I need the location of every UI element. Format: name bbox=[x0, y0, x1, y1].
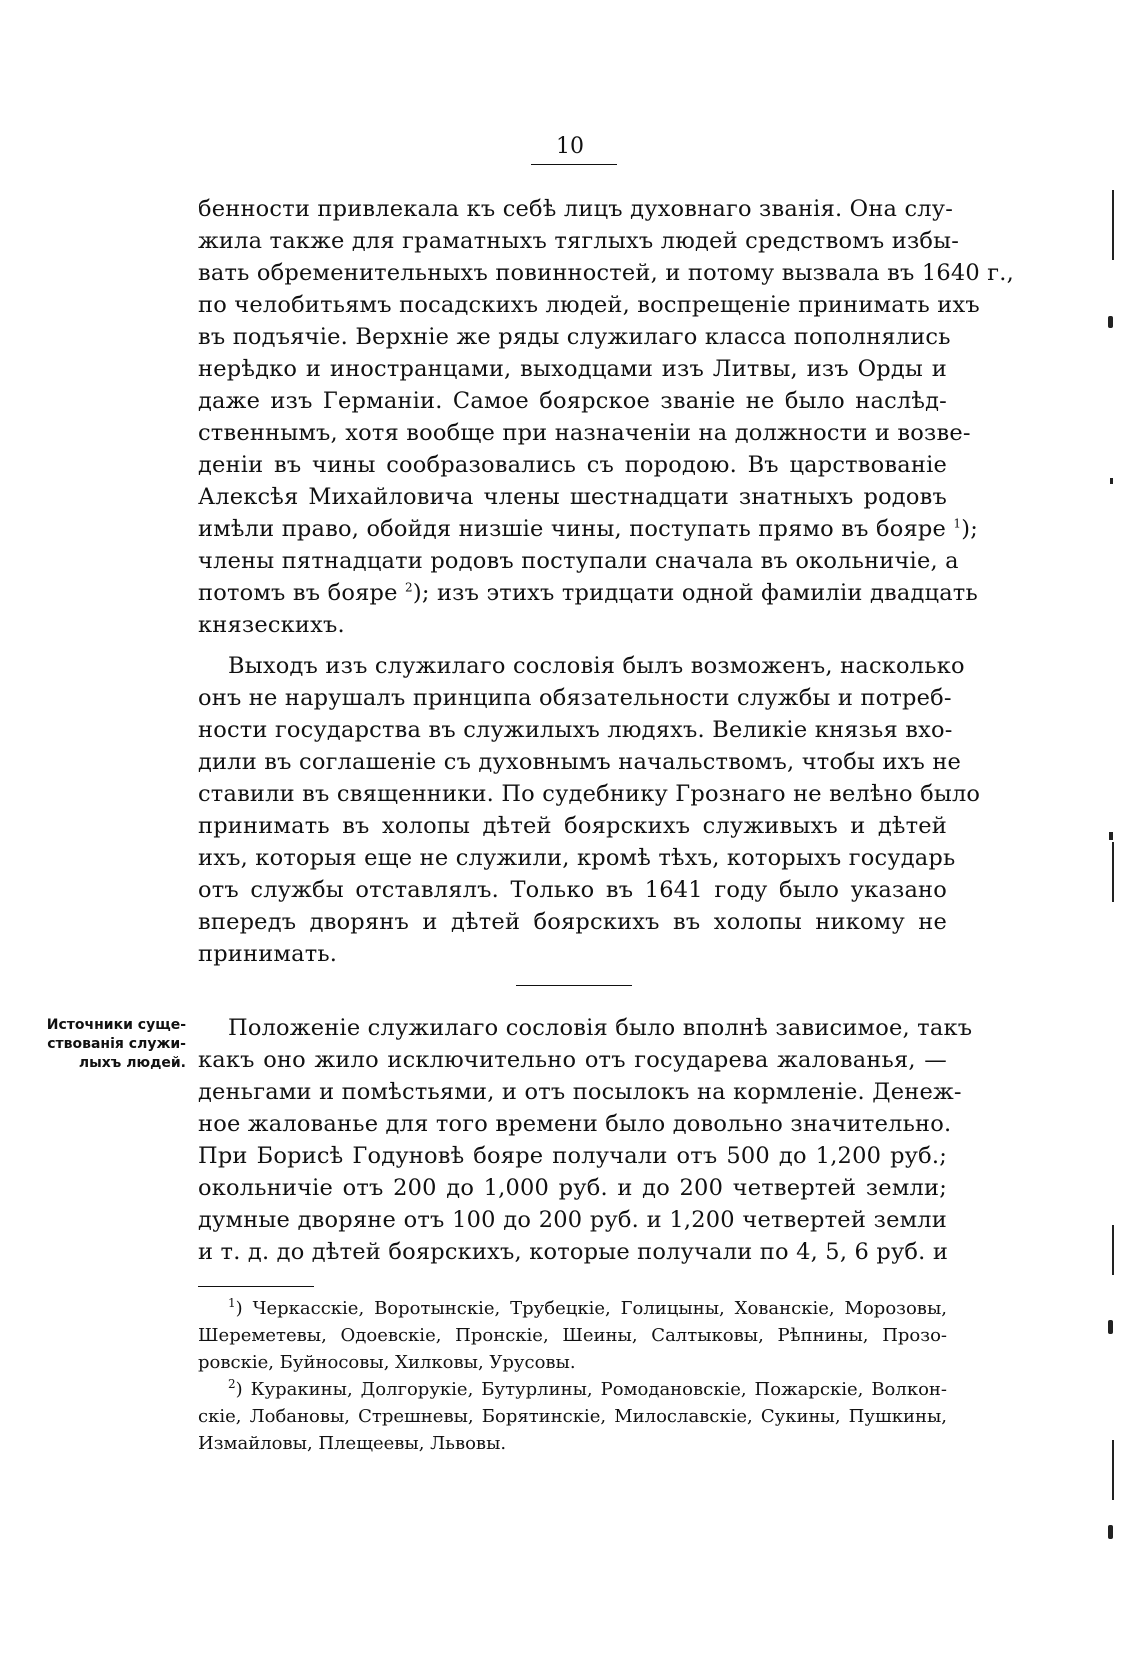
footnote-1-line bbox=[198, 1295, 947, 1322]
text-line: Алексѣя Михайловича члены шестнадцати знатныхъ родовъ bbox=[198, 484, 947, 510]
text-line: Положеніе служилаго сословія было вполнѣ зависимое, такъ bbox=[228, 1015, 973, 1041]
text-line: въ подъячіе. Верхніе же ряды служилаго класса пополнялись bbox=[198, 324, 951, 350]
text-line: и т. д. до дѣтей боярскихъ, которые получали по 4, 5, 6 руб. и bbox=[198, 1239, 949, 1265]
text-line: думные дворяне отъ 100 до 200 руб. и 1,200 четвертей земли bbox=[198, 1207, 947, 1233]
text-line: члены пятнадцати родовъ поступали сначала въ окольничіе, а bbox=[198, 548, 959, 574]
footnote-divider bbox=[198, 1286, 314, 1287]
text-line: по челобитьямъ посадскихъ людей, воспрещеніе принимать ихъ bbox=[198, 292, 980, 318]
scan-artifact bbox=[1112, 1225, 1114, 1275]
footnote-marker: 2 bbox=[228, 1377, 236, 1391]
footnote-marker: 1 bbox=[228, 1296, 236, 1310]
scan-artifact bbox=[1112, 1440, 1114, 1500]
text-line: ности государства въ служилыхъ людяхъ. Великіе князья вхо- bbox=[198, 717, 953, 743]
text-line: При Борисѣ Годуновѣ бояре получали отъ 500 до 1,200 руб.; bbox=[198, 1143, 947, 1169]
scan-artifact bbox=[1108, 1320, 1113, 1334]
margin-note-line: лыхъ людей. bbox=[78, 1055, 186, 1071]
text-line-with-footnote-ref bbox=[198, 513, 978, 545]
text-line: окольничіе отъ 200 до 1,000 руб. и до 200 четвертей земли; bbox=[198, 1175, 947, 1201]
text-fragment: потомъ въ бояре bbox=[198, 580, 398, 606]
paragraph-2 bbox=[198, 650, 981, 970]
scan-artifact bbox=[1109, 832, 1113, 840]
text-fragment: ) Куракины, Долгорукіе, Бутурлины, Ромодановскіе, Пожарскіе, Волкон- bbox=[235, 1379, 947, 1400]
text-fragment: ) Черкасскіе, Воротынскіе, Трубецкіе, Голицыны, Хованскіе, Морозовы, bbox=[235, 1298, 947, 1319]
margin-note-line: Источники суще- bbox=[46, 1017, 186, 1033]
text-line: ставили въ священники. По судебнику Грознаго не велѣно было bbox=[198, 781, 981, 807]
text-line: ственнымъ, хотя вообще при назначеніи на должности и возве- bbox=[198, 420, 971, 446]
text-line: вать обременительныхъ повинностей, и потому вызвала въ 1640 г., bbox=[198, 260, 1014, 286]
footnote-1-line: Шереметевы, Одоевскіе, Пронскіе, Шеины, Салтыковы, Рѣпнины, Прозо- bbox=[198, 1325, 947, 1346]
text-line: деньгами и помѣстьями, и отъ посылокъ на кормленіе. Денеж- bbox=[198, 1079, 962, 1105]
text-line: какъ оно жило исключительно отъ государева жалованья, — bbox=[198, 1047, 947, 1073]
text-line: жила также для граматныхъ тяглыхъ людей средствомъ избы- bbox=[198, 228, 960, 254]
footnote-1-line: ровскіе, Буйносовы, Хилковы, Урусовы. bbox=[198, 1352, 576, 1373]
page-number: 10 bbox=[556, 134, 584, 159]
scan-artifact bbox=[1108, 1525, 1113, 1539]
scan-artifact bbox=[1108, 316, 1113, 328]
text-line: нерѣдко и иностранцами, выходцами изъ Литвы, изъ Орды и bbox=[198, 356, 947, 382]
text-line: Выходъ изъ служилаго сословія былъ возможенъ, насколько bbox=[228, 653, 965, 679]
scan-artifact bbox=[1110, 478, 1113, 484]
text-line-with-footnote-ref bbox=[198, 577, 978, 609]
footnote-ref: 2 bbox=[405, 580, 413, 595]
paragraph-1 bbox=[198, 193, 1014, 641]
text-line: бенности привлекала къ себѣ лицъ духовнаго званія. Она слу- bbox=[198, 196, 954, 222]
text-line: ное жалованье для того времени было довольно значительно. bbox=[198, 1111, 952, 1137]
scan-artifact bbox=[1112, 190, 1114, 260]
text-line: ихъ, которыя еще не служили, кромѣ тѣхъ, которыхъ государь bbox=[198, 845, 956, 871]
text-line: даже изъ Германіи. Самое боярское званіе не было наслѣд- bbox=[198, 388, 947, 414]
text-fragment: ); bbox=[961, 516, 978, 542]
footnote-ref: 1 bbox=[953, 516, 962, 531]
text-line: впередъ дворянъ и дѣтей боярскихъ въ холопы никому не bbox=[198, 909, 947, 935]
margin-note bbox=[18, 1016, 186, 1073]
footnote-2-line bbox=[198, 1376, 947, 1403]
footnote-2-line: скіе, Лобановы, Стрешневы, Борятинскіе, Милославскіе, Сукины, Пушкины, bbox=[198, 1406, 947, 1427]
section-divider bbox=[516, 985, 632, 986]
text-line: принимать. bbox=[198, 941, 338, 967]
margin-note-line: ствованія служи- bbox=[47, 1036, 186, 1052]
text-line: князескихъ. bbox=[198, 612, 345, 638]
page-number-underline bbox=[531, 164, 617, 165]
scan-artifact bbox=[1112, 842, 1114, 902]
text-fragment: имѣли право, обойдя низшіе чины, поступать прямо въ бояре bbox=[198, 516, 947, 542]
text-line: деніи въ чины сообразовались съ породою. Въ царствованіе bbox=[198, 452, 947, 478]
footnotes bbox=[198, 1295, 947, 1457]
text-line: онъ не нарушалъ принципа обязательности службы и потреб- bbox=[198, 685, 952, 711]
footnote-2-line: Измайловы, Плещеевы, Львовы. bbox=[198, 1433, 507, 1454]
text-line: дили въ соглашеніе съ духовнымъ начальствомъ, чтобы ихъ не bbox=[198, 749, 962, 775]
paragraph-3 bbox=[198, 1012, 973, 1268]
text-line: отъ службы отставлялъ. Только въ 1641 году было указано bbox=[198, 877, 947, 903]
text-line: принимать въ холопы дѣтей боярскихъ служивыхъ и дѣтей bbox=[198, 813, 947, 839]
text-fragment: ); изъ этихъ тридцати одной фамиліи двадцать bbox=[412, 580, 978, 606]
